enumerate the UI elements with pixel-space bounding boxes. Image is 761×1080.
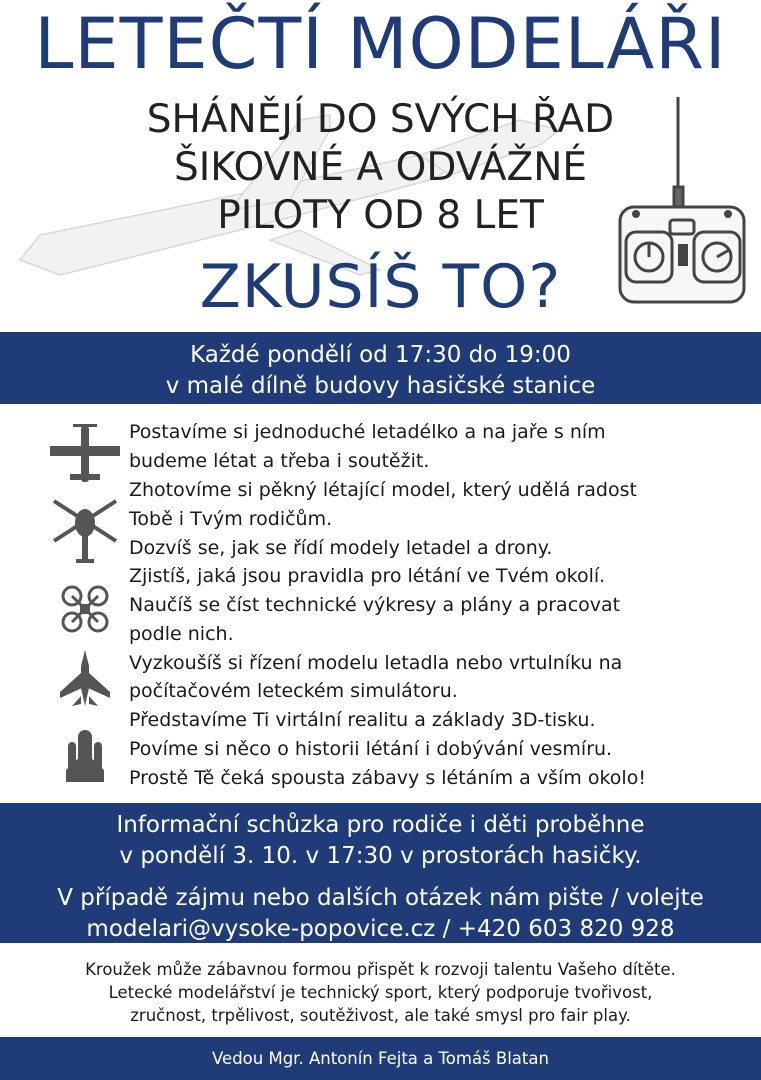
activity-line-7: Naučíš se číst technické výkresy a plány a pracovat [129,594,621,616]
meeting-banner [0,803,761,943]
contact-line: V případě zájmu nebo dalších otázek nám pište / volejte [57,885,704,911]
schedule-line-1: Každé pondělí od 17:30 do 19:00 [190,342,571,368]
activity-line-13: Prostě Tě čeká spousta zábavy s létáním a vším okolo! [129,767,646,789]
schedule-banner [0,332,761,404]
activity-line-9: Vyzkoušíš si řízení modelu letadla nebo vrtulníku na [129,652,623,674]
subtitle-line-1: SHÁNĚJÍ DO SVÝCH ŘAD [146,97,615,142]
question-heading: ZKUSÍŠ TO? [199,252,562,322]
activity-line-5: Dozvíš se, jak se řídí modely letadel a drony. [129,537,553,559]
note-line-1: Kroužek může zábavnou formou přispět k rozvoji talentu Vašeho dítěte. [85,960,676,979]
note-line-2: Letecké modelářství je technický sport, který podporuje tvořivost, [108,983,653,1002]
activity-line-3: Zhotovíme si pěkný létající model, který udělá radost [129,479,637,501]
activity-line-1: Postavíme si jednoduché letadélko a na jaře s ním [129,421,606,443]
contact-email-phone[interactable]: modelari@vysoke-popovice.cz / +420 603 820 928 [86,916,675,942]
subtitle-line-3: PILOTY OD 8 LET [217,193,544,238]
activity-line-4: Tobě i Tvým rodičům. [129,508,333,530]
drone-icon [48,584,122,634]
jet-fighter-icon [48,648,122,710]
meeting-line-2: v pondělí 3. 10. v 17:30 v prostorách hasičky. [119,843,642,869]
activity-line-6: Zjistíš, jaká jsou pravidla pro létání ve Tvém okolí. [129,565,606,587]
activity-line-2: budeme létat a třeba i soutěžit. [129,450,430,472]
meeting-line-1: Informační schůzka pro rodiče i děti proběhne [116,812,645,838]
subtitle-line-2: ŠIKOVNÉ A ODVÁŽNÉ [173,145,588,190]
activity-line-10: počítačovém leteckém simulátoru. [129,680,458,702]
activity-line-8: podle nich. [129,623,234,645]
schedule-line-2: v malé dílně budovy hasičské stanice [165,373,596,399]
page-title: LETEČTÍ MODELÁŘI [34,3,727,85]
leaders-text: Vedou Mgr. Antonín Fejta a Tomáš Blatan [212,1049,549,1068]
space-shuttle-icon [48,724,122,788]
activity-line-12: Povíme si něco o historii létání i dobývání vesmíru. [129,738,613,760]
airplane-icon [48,422,122,486]
note-line-3: zručnost, trpělivost, soutěživost, ale také smysl pro fair play. [130,1006,631,1025]
activity-line-11: Představíme Ti virtální realitu a základy 3D-tisku. [129,709,596,731]
footer-banner [0,1037,761,1080]
helicopter-icon [48,497,122,567]
